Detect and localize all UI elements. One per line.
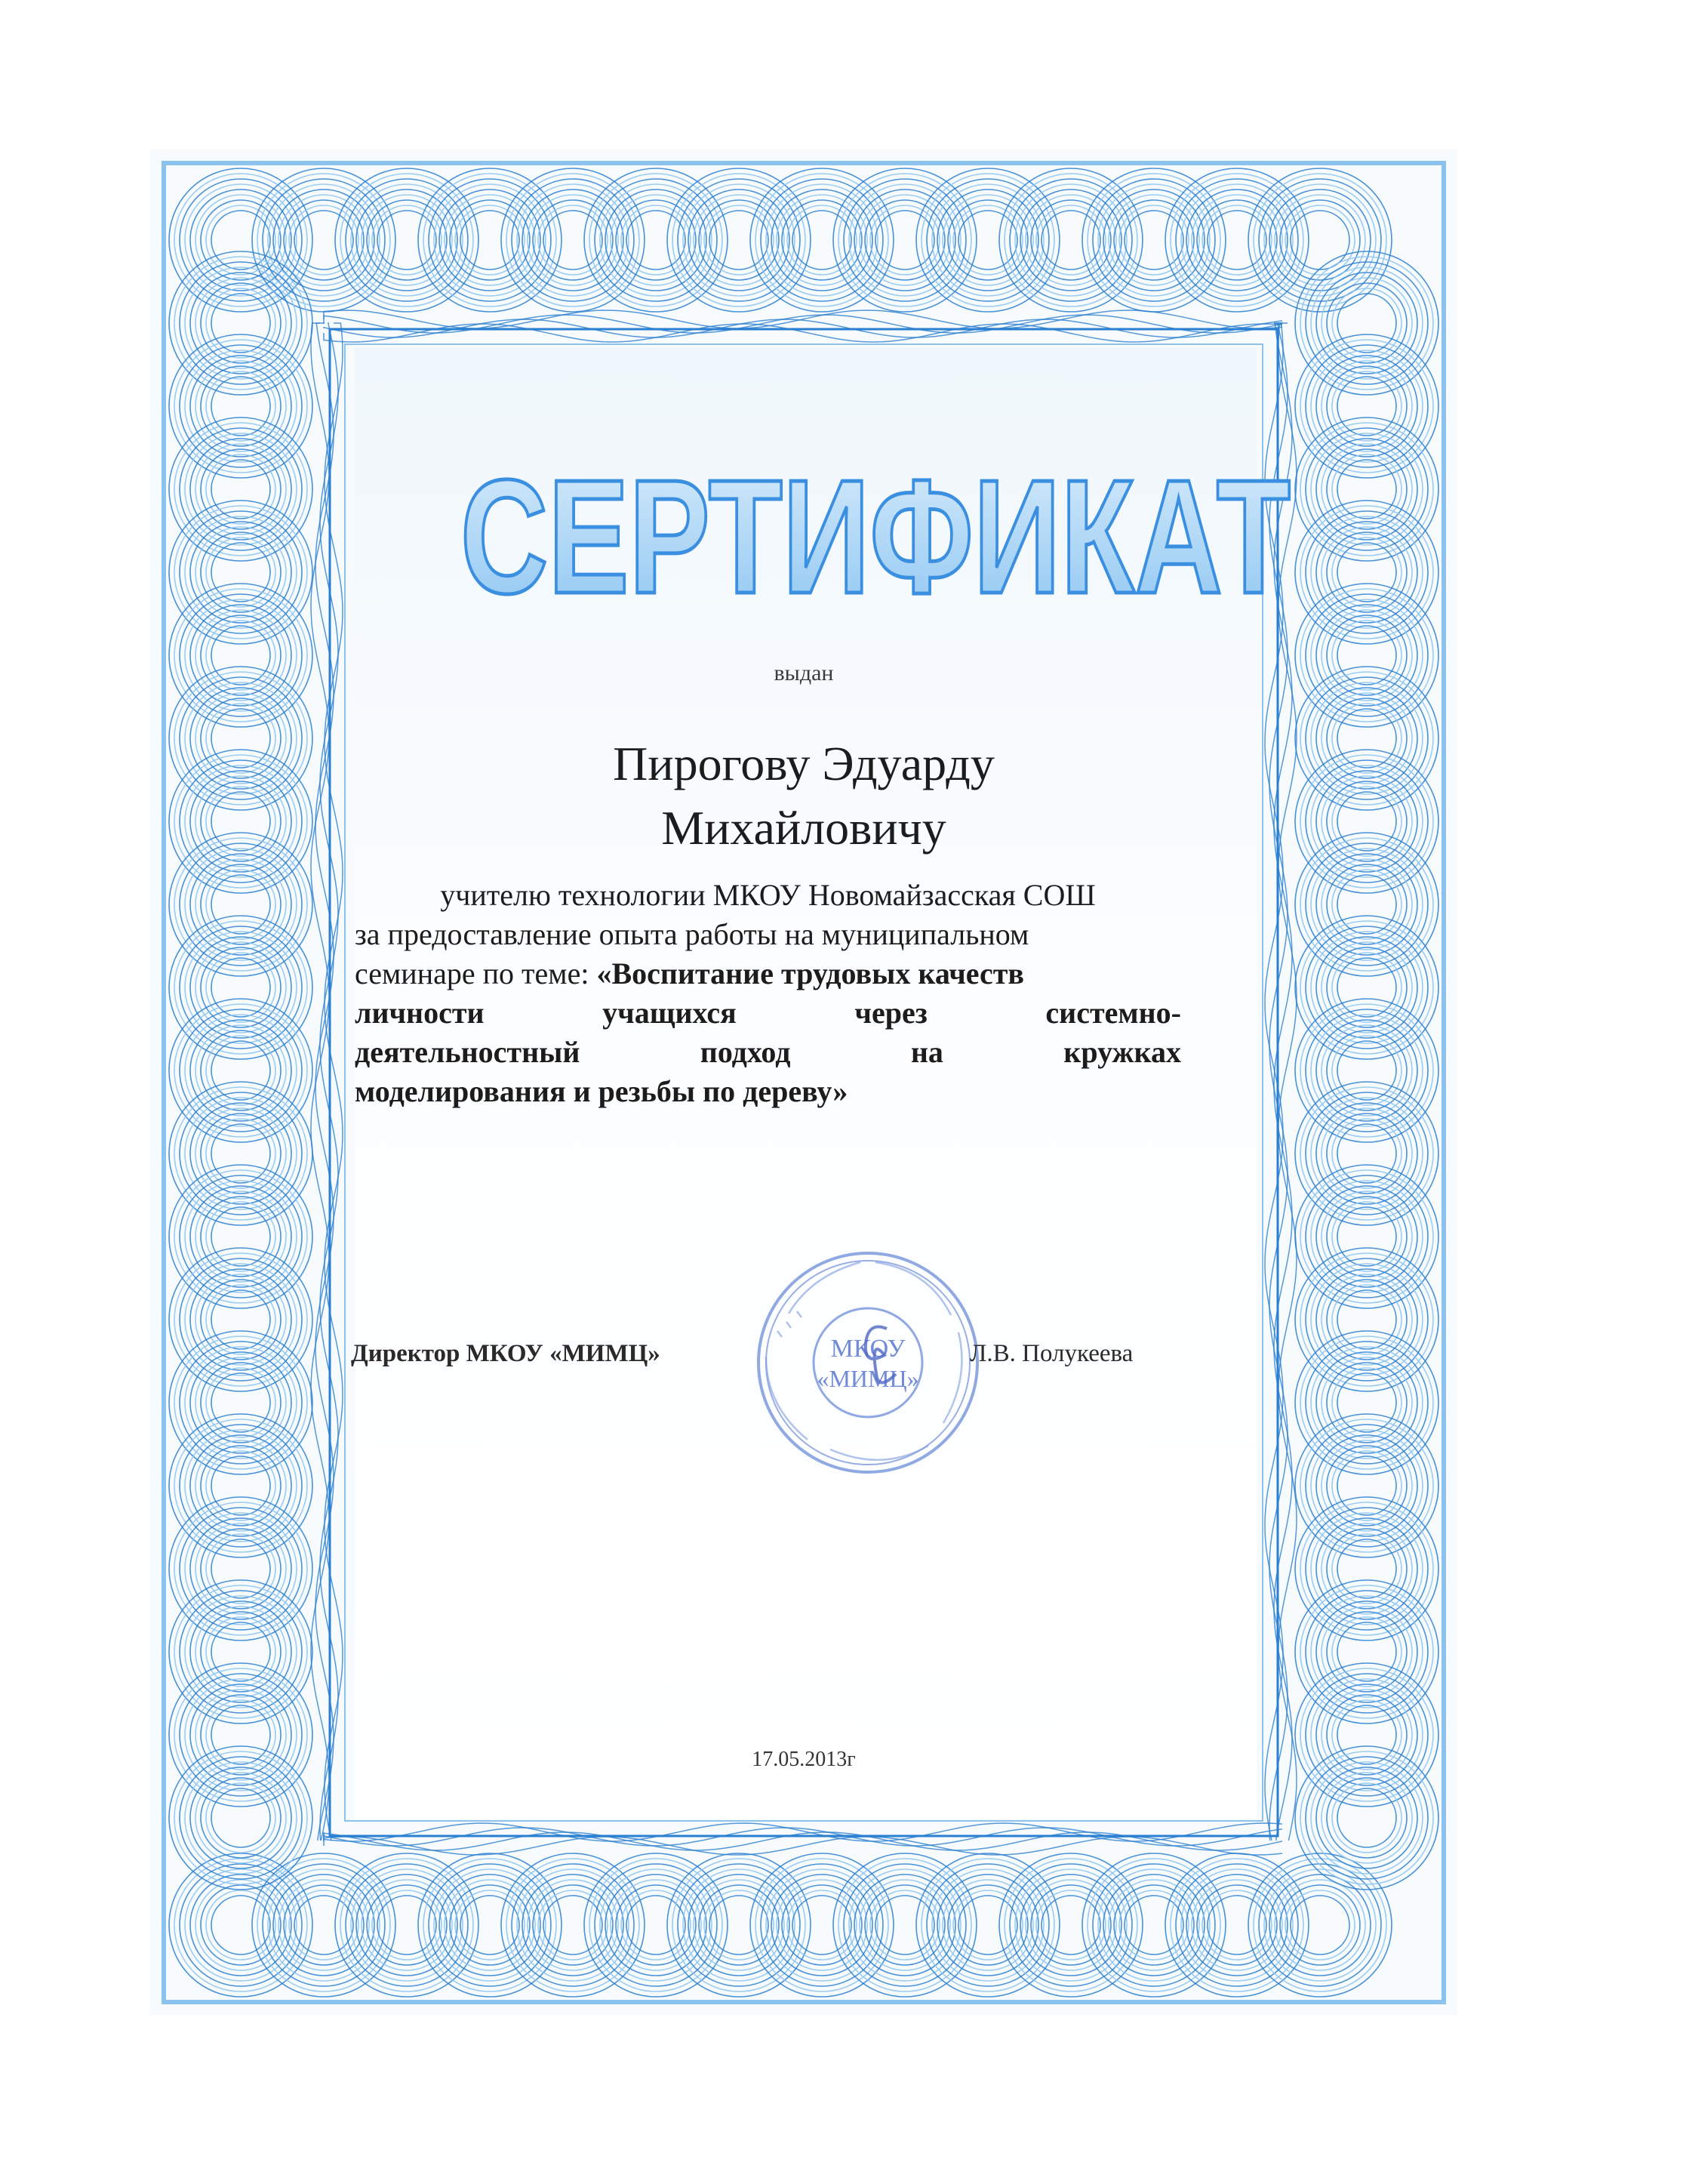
- official-seal: [747, 1242, 989, 1483]
- svg-text:МКОУ: МКОУ: [830, 1335, 906, 1363]
- director-label: Директор МКОУ «МИМЦ»: [351, 1340, 660, 1367]
- seminar-topic-line-3: деятельностный подход на кружках: [355, 1035, 1181, 1069]
- svg-text:«МИМЦ»: «МИМЦ»: [817, 1365, 919, 1392]
- signer-name: Л.В. Полукеева: [970, 1340, 1134, 1367]
- body-line-3-normal: семинаре по теме:: [355, 956, 597, 990]
- seminar-topic-start: «Воспитание трудовых качеств: [596, 956, 1025, 990]
- recipient-surname-name: Пирогову Эдуарду: [613, 737, 995, 790]
- recipient-patronymic: Михайловичу: [661, 801, 946, 855]
- certificate-title: [423, 423, 1328, 657]
- body-line-1: учителю технологии МКОУ Новомайзасская СОШ: [440, 878, 1096, 912]
- body-line-3: [355, 954, 1181, 993]
- certificate-body: [355, 876, 1181, 1111]
- seminar-topic-line-2: личности учащихся через системно-: [355, 996, 1181, 1030]
- svg-text:СЕРТИФИКАТ: СЕРТИФИКАТ: [460, 445, 1291, 627]
- body-line-2: за предоставление опыта работы на муниципальном: [355, 917, 1029, 951]
- seminar-topic-line-4: моделирования и резьбы по дереву»: [355, 1074, 848, 1108]
- issued-label: выдан: [774, 661, 834, 685]
- issue-date: 17.05.2013г: [752, 1748, 856, 1771]
